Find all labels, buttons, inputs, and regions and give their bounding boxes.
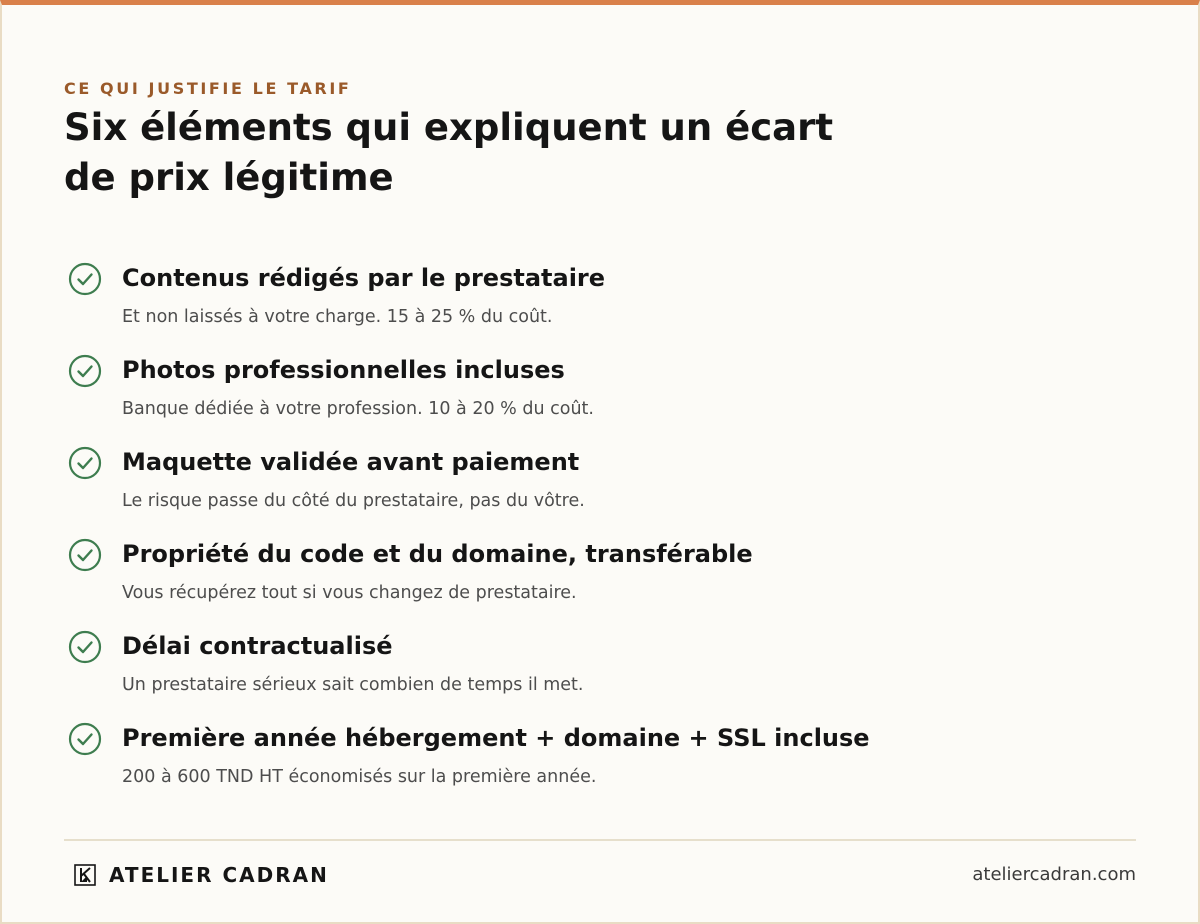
footer-url: ateliercadran.com (972, 864, 1136, 885)
footer-divider (64, 839, 1136, 841)
item-description: Vous récupérez tout si vous changez de prestataire. (122, 583, 577, 603)
item-title: Propriété du code et du domaine, transférable (122, 540, 753, 568)
check-circle-icon (68, 262, 102, 296)
check-circle-icon (68, 538, 102, 572)
item-description: Banque dédiée à votre profession. 10 à 20 % du coût. (122, 399, 594, 419)
check-circle-icon (68, 630, 102, 664)
footer-brand (74, 862, 329, 888)
atelier-cadran-logo-icon (74, 864, 96, 886)
brand-name: ATELIER CADRAN (109, 863, 329, 887)
eyebrow-label: CE QUI JUSTIFIE LE TARIF (64, 79, 352, 98)
check-circle-icon (68, 446, 102, 480)
item-title: Première année hébergement + domaine + SSL incluse (122, 724, 870, 752)
item-description: 200 à 600 TND HT économisés sur la première année. (122, 767, 597, 787)
item-title: Délai contractualisé (122, 632, 393, 660)
item-title: Photos professionnelles incluses (122, 356, 565, 384)
check-circle-icon (68, 354, 102, 388)
check-circle-icon (68, 722, 102, 756)
item-title: Contenus rédigés par le prestataire (122, 264, 606, 292)
item-description: Un prestataire sérieux sait combien de temps il met. (122, 675, 584, 695)
item-description: Et non laissés à votre charge. 15 à 25 % du coût. (122, 307, 553, 327)
item-description: Le risque passe du côté du prestataire, pas du vôtre. (122, 491, 585, 511)
item-title: Maquette validée avant paiement (122, 448, 580, 476)
page-title: Six éléments qui expliquent un écart de prix légitime (64, 106, 834, 199)
